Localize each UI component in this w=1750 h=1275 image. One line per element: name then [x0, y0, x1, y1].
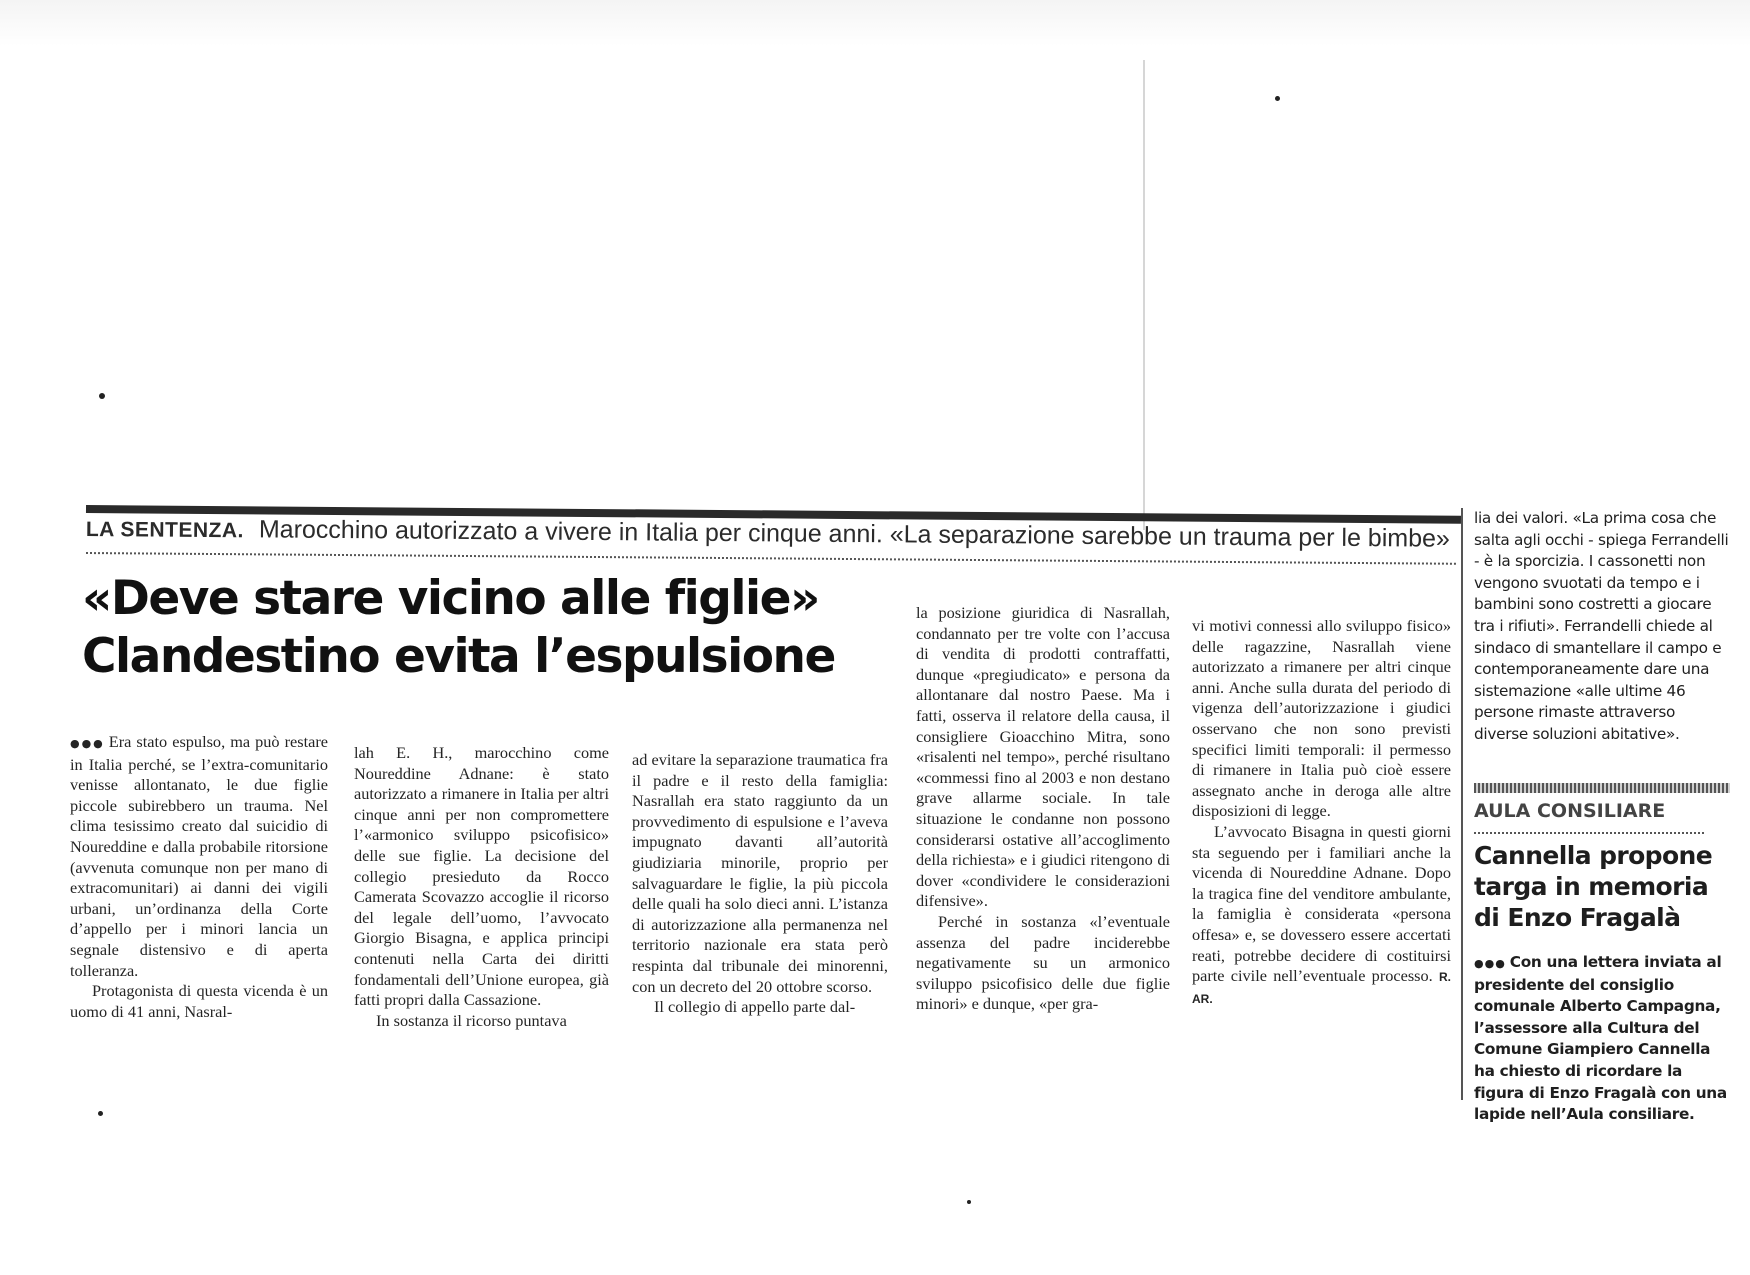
- column-4-text: la posizione giuridica di Nasrallah, condannato per tre volte con l’accusa di vendita di prodotti contraffatti, dunque «pregiudicato» e persona da allontanare dal nostro Paese. Ma i fatti, osserva il relatore della causa, il consigliere Gioacchino Mitra, sono «risalenti nel tempo», perché risultano «commessi fino al 2003 e non destano grave allarme sociale. In tale situazione le condanne non possono considerarsi ostative all’accoglimento della richiesta» e i giudici ritengono di dover «condividere le considerazioni difensive».: [916, 603, 1170, 911]
- kicker-dotted-rule: [86, 552, 1456, 565]
- column-5-text: vi motivi connessi allo sviluppo fisico» delle ragazzine, Nasrallah viene autorizzato a rimanere per altri cinque anni. Anche sulla durata del periodo di vigenza dell’autorizzazione i giudici osservano che non sono previsti specifici limiti temporali: il permesso di rimanere in Italia può cioè essere assegnato anche in deroga alle altre disposizioni di legge.: [1192, 616, 1451, 821]
- scan-speck: [99, 393, 105, 399]
- article-column-2: [354, 743, 609, 1031]
- headline-line-2: Clandestino evita l’espulsione: [82, 629, 835, 684]
- kicker-label: LA SENTENZA.: [85, 517, 245, 543]
- scan-speck: [98, 1111, 103, 1116]
- sidebar-divider: [1461, 508, 1463, 1100]
- page-fold-line: [1143, 60, 1145, 530]
- headline-line-1: «Deve stare vicino alle figlie»: [82, 571, 819, 626]
- column-4-paragraph-2: Perché in sostanza «l’eventuale assenza del padre inciderebbe negativamente su un armonico sviluppo psicofisico delle due figlie minori» e dunque, «per gra-: [916, 911, 1170, 1014]
- column-3-paragraph-2: Il collegio di appello parte dal-: [654, 997, 856, 1017]
- sidebar-continuation-text: lia dei valori. «La prima cosa che salta agli occhi - spiega Ferrandelli - è la sporcizia. I cassonetti non vengono svuotati da tempo e i bambini sono costretti a giocare tra i rifiuti». Ferrandelli chiede al sindaco di smantellare il campo e contemporaneamente dare una sistemazione «alle ultime 46 persone rimaste attraverso diverse soluzioni abitative».: [1474, 509, 1729, 743]
- article-column-5: [1192, 616, 1451, 1009]
- sidebar-title-line-3: di Enzo Fragalà: [1474, 903, 1681, 932]
- sidebar-body-text: Con una lettera inviata al presidente del consiglio comunale Alberto Campagna, l’assessore alla Cultura del Comune Giampiero Cannella ha chiesto di ricordare la figura di Enzo Fragalà con una lapide nell’Aula consiliare.: [1474, 953, 1727, 1124]
- author-signature: R. AR.: [1192, 970, 1451, 1006]
- article-column-4: [916, 603, 1170, 1015]
- column-1-text: Era stato espulso, ma può restare in Italia perché, se l’extra-comunitario venisse allontanato, le due figlie piccole subirebbero un trauma. Nel clima tesissimo creato dal suicidio di Noureddine e dalla probabile ritorsione (avvenuta comunque non per mano di extracomunitari) ai danni dei vigili urbani, un’ordinanza della Corte d’appello per i minori lancia un segnale distensivo e di aperta tolleranza.: [70, 732, 329, 980]
- scan-speck: [1275, 96, 1280, 101]
- column-5-paragraph-2: [1192, 822, 1451, 1009]
- column-3-text: ad evitare la separazione traumatica fra il padre e il resto della famiglia: Nasrallah era stato raggiunto da un provvedimento di espulsione e l’aveva impugnato davanti all’autorità giudiziaria minorile, proprio per salvaguardare le figlie, la più piccola delle quali ha solo dieci anni. L’istanza di autorizzazione alla permanenza nel territorio nazionale era stata però respinta dal tribunale dei minorenni, con un decreto del 20 ottobre scorso.: [632, 750, 888, 996]
- article-column-3: [632, 750, 888, 1018]
- column-1-paragraph-2: Protagonista di questa vicenda è un uomo di 41 anni, Nasral-: [70, 981, 328, 1021]
- scan-top-band: [0, 0, 1750, 46]
- article-column-1: [70, 732, 328, 1022]
- article-headline: [82, 570, 902, 686]
- sidebar-kicker: AULA CONSILIARE: [1474, 800, 1666, 822]
- sidebar-dotted-rule: [1474, 832, 1704, 834]
- sidebar-title-line-2: targa in memoria: [1474, 872, 1709, 901]
- column-2-text: lah E. H., marocchino come Noureddine Adnane: è stato autorizzato a rimanere in Italia per altri cinque anni per non compromettere l’«armonico sviluppo psicofisico» delle sue figlie. La decisione del collegio presieduto da Rocco Camerata Scovazzo accoglie il ricorso del legale dell’uomo, l’avvocato Giorgio Bisagna, e applica principi contenuti nella Carta dei diritti fondamentali dell’Unione europea, già fatti propri dalla Cassazione.: [354, 743, 609, 1010]
- lead-marker-icon: ●●●: [70, 737, 105, 750]
- sidebar-title-line-1: Cannella propone: [1474, 841, 1713, 870]
- scan-speck: [967, 1200, 971, 1204]
- kicker-text: Marocchino autorizzato a vivere in Italia per cinque anni. «La separazione sarebbe un trauma per le bimbe»: [258, 515, 1450, 553]
- sidebar-body: [1474, 952, 1730, 1126]
- column-5-paragraph-2-text: L’avvocato Bisagna in questi giorni sta seguendo per i familiari anche la vicenda di Noureddine Adnane. Dopo la tragica fine del venditore ambulante, la famiglia è considerata «persona offesa» e, se dovessero essere accertati reati, potrebbe decidere di costituirsi parte civile nell’eventuale processo.: [1192, 821, 1451, 986]
- sidebar-hatched-rule: [1474, 783, 1730, 793]
- column-2-paragraph-2: In sostanza il ricorso puntava: [376, 1010, 567, 1030]
- sidebar-title: [1474, 840, 1734, 933]
- sidebar-lead-marker-icon: ●●●: [1474, 957, 1506, 970]
